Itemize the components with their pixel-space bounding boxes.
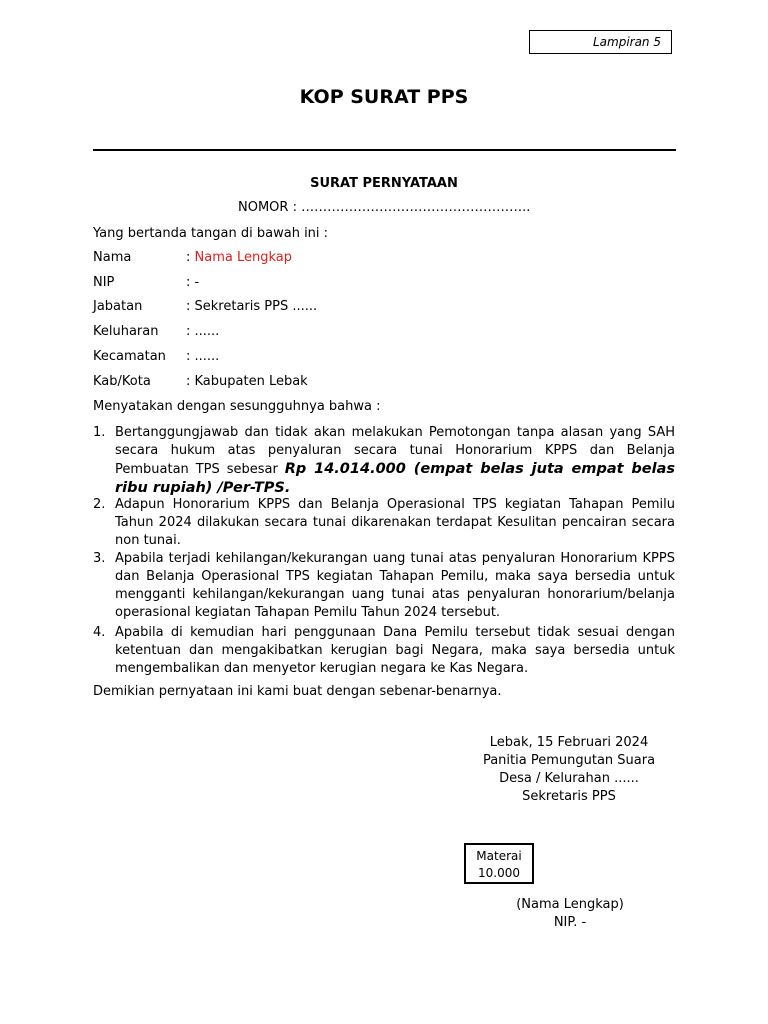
closing-text: Demikian pernyataan ini kami buat dengan sebenar-benarnya. (93, 684, 502, 699)
place-date: Lebak, 15 Februari 2024 (489, 735, 649, 750)
name-placeholder: Nama Lengkap (194, 250, 292, 265)
list-item (93, 550, 675, 622)
stamp-duty-label: Materai (476, 849, 522, 863)
field-label-position: Jabatan (93, 299, 143, 314)
signer-name-block (470, 896, 670, 932)
field-value-name: : Nama Lengkap (186, 250, 292, 265)
field-value-district: : ...... (186, 349, 220, 364)
field-value-nip: : - (186, 275, 200, 290)
stamp-duty-value: 10.000 (478, 866, 520, 880)
field-value-regency: : Kabupaten Lebak (186, 374, 308, 389)
list-item-text: Bertanggungjawab dan tidak akan melakukan Pemotongan tanpa alasan yang SAH secara hukum atas penyaluran secara tunai Honorarium KPPS dan Belanja Pembuatan TPS sebesar (115, 425, 675, 477)
signer-village: Desa / Kelurahan ...... (499, 771, 639, 786)
list-item-text: Apabila di kemudian hari penggunaan Dana Pemilu tersebut tidak sesuai dengan ketentuan dan mengakibatkan kerugian bagi Negara, maka saya bersedia untuk mengembalikan dan menyetor kerugian negara ke Kas Negara. (115, 625, 675, 676)
list-item-number: 3. (93, 551, 106, 566)
list-item-number: 2. (93, 497, 106, 512)
list-item-number: 1. (93, 425, 106, 440)
signer-role: Sekretaris PPS (522, 789, 616, 804)
signature-block (468, 734, 670, 806)
list-item-number: 4. (93, 625, 106, 640)
field-label-regency: Kab/Kota (93, 374, 151, 389)
document-title: SURAT PERNYATAAN (310, 176, 458, 191)
field-label-village: Keluharan (93, 324, 159, 339)
letterhead-title: KOP SURAT PPS (299, 86, 469, 108)
list-item (93, 424, 675, 498)
statement-intro: Menyatakan dengan sesungguhnya bahwa : (93, 399, 381, 414)
intro-text: Yang bertanda tangan di bawah ini : (93, 226, 329, 241)
field-label-district: Kecamatan (93, 349, 166, 364)
signer-name: (Nama Lengkap) (516, 897, 624, 912)
amount-emphasis: Rp 14.014.000 (empat belas juta empat belas ribu rupiah) /Per-TPS. (115, 461, 675, 496)
list-item-text: Adapun Honorarium KPPS dan Belanja Operasional TPS kegiatan Tahapan Pemilu Tahun 2024 dilakukan secara tunai dikarenakan terdapat Kesulitan pencairan secara non tunai. (115, 497, 675, 548)
letterhead-divider (93, 149, 676, 151)
document-number: NOMOR : …………………………………………….. (238, 200, 531, 215)
attachment-label: Lampiran 5 (529, 30, 672, 54)
field-value-position: : Sekretaris PPS ...... (186, 299, 318, 314)
field-value-village: : ...... (186, 324, 220, 339)
list-item (93, 624, 675, 678)
signer-organization: Panitia Pemungutan Suara (482, 753, 656, 768)
signer-nip: NIP. - (553, 915, 587, 930)
field-label-nip: NIP (93, 275, 115, 290)
list-item (93, 496, 675, 550)
stamp-duty-box (464, 843, 534, 884)
list-item-text: Apabila terjadi kehilangan/kekurangan uang tunai atas penyaluran Honorarium KPPS dan Belanja Operasional TPS kegiatan Tahapan Pemilu, maka saya bersedia untuk mengganti kehilangan/kekurangan uang tunai atas penyaluran honorarium/belanja operasional kegiatan Tahapan Pemilu Tahun 2024 tersebut. (115, 551, 675, 620)
field-label-name: Nama (93, 250, 132, 265)
